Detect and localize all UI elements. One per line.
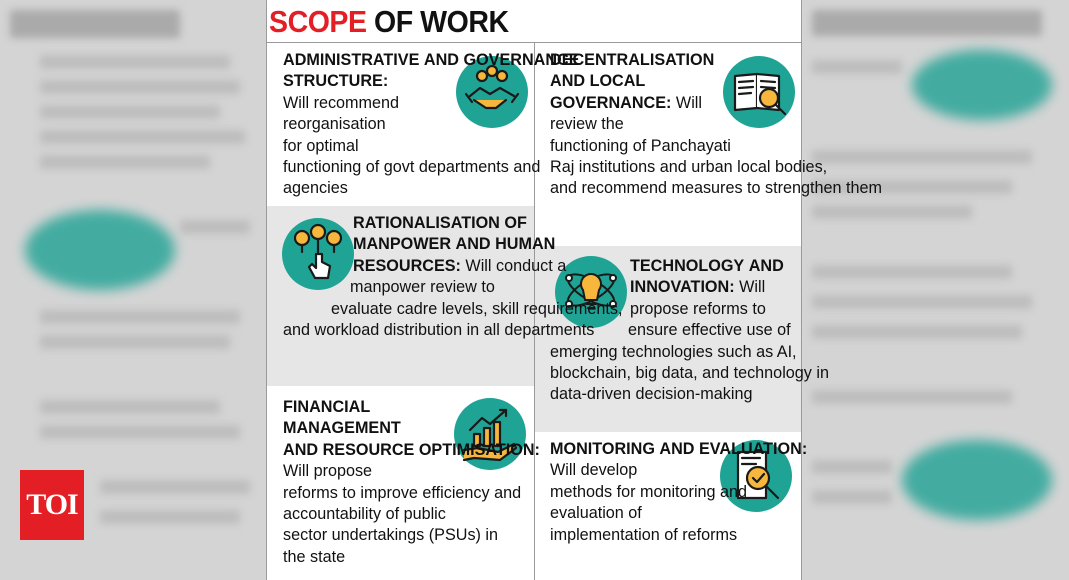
section-text-line: manpower review to (350, 278, 495, 297)
title-band (267, 0, 801, 43)
blurred-text-line (40, 400, 220, 414)
section-text-line: review the (550, 115, 624, 134)
blurred-text-line (812, 460, 892, 474)
blurred-headline (812, 10, 1042, 36)
blurred-text-line (40, 130, 245, 144)
section-text-line: reforms to improve efficiency and (283, 483, 522, 502)
section-text-line: AND RESOURCE OPTIMISATION: (283, 440, 540, 459)
book-magnifier-icon (723, 56, 795, 128)
section-text-line: for optimal (283, 136, 359, 155)
section-text-line: data-driven decision-making (550, 385, 753, 404)
section-text-line: and recommend measures to strengthen them (550, 179, 883, 198)
section-text-line: Will recommend (283, 93, 400, 112)
section-text-line: TECHNOLOGY AND (630, 257, 784, 275)
section-text-line: INNOVATION: Will (630, 278, 766, 297)
card-title (269, 4, 509, 40)
section-text-line: Raj institutions and urban local bodies, (550, 158, 828, 176)
section-text-line: GOVERNANCE: Will (550, 93, 702, 112)
section-text-line: functioning of govt departments and (283, 158, 541, 176)
section-text-line: RATIONALISATION OF (353, 214, 527, 232)
blurred-text-line (812, 325, 1022, 339)
blurred-text-line (812, 295, 1032, 309)
hand-select-people-icon (282, 218, 354, 290)
section-text-line: STRUCTURE: (283, 72, 389, 91)
section-text-line: propose reforms to (630, 299, 766, 318)
blurred-text-line (812, 205, 972, 219)
section-text-line: MANAGEMENT (283, 419, 401, 438)
background-right-panel (802, 0, 1069, 580)
section-text-line: MONITORING AND EVALUATION: (550, 440, 808, 458)
section-text-line: RESOURCES: Will conduct a (353, 256, 567, 275)
toi-logo: TOI (20, 470, 84, 540)
section-text-line: AND LOCAL (550, 72, 646, 91)
blurred-text-line (40, 425, 240, 439)
section-text-line: evaluation of (550, 504, 642, 523)
section-text-line: and workload distribution in all departments (283, 321, 595, 339)
section-text-line: Will develop (550, 461, 638, 480)
section-text-line: ADMINISTRATIVE AND GOVERNANCE (283, 51, 580, 69)
section-text-line: blockchain, big data, and technology in (550, 364, 829, 382)
section-text-line: MANPOWER AND HUMAN (353, 235, 556, 254)
blurred-text-line (812, 150, 1032, 164)
section-text-line: agencies (283, 179, 348, 198)
section-text-line: ensure effective use of (628, 321, 791, 340)
section-text-line: FINANCIAL (283, 398, 371, 416)
blurred-icon (902, 440, 1052, 520)
section-text-line: Will propose (283, 462, 373, 481)
blurred-text-line (812, 490, 892, 504)
blurred-icon (912, 50, 1052, 120)
section-text-line: DECENTRALISATION (550, 51, 715, 69)
blurred-text-line (812, 390, 1012, 404)
title-rest: OF WORK (374, 4, 509, 39)
section-text-line: sector undertakings (PSUs) in (283, 526, 499, 545)
section-text-line: methods for monitoring and (550, 482, 748, 501)
section-text-line: emerging technologies such as AI, (550, 342, 797, 361)
blurred-text-line (40, 335, 230, 349)
blurred-text-line (40, 80, 240, 94)
section-text-line: accountability of public (283, 505, 446, 523)
section-text-line: the state (283, 547, 346, 566)
blurred-headline (10, 10, 180, 38)
section-text-line: functioning of Panchayati (550, 136, 731, 155)
blurred-text-line (180, 220, 250, 234)
section-text-line: evaluate cadre levels, skill requirements, (331, 299, 623, 318)
section-text-line: implementation of reforms (550, 525, 738, 544)
blurred-text-line (100, 510, 240, 524)
title-highlight: SCOPE (269, 4, 367, 39)
blurred-text-line (100, 480, 250, 494)
blurred-icon (25, 210, 175, 290)
blurred-text-line (812, 60, 902, 74)
section-text-line: reorganisation (283, 115, 386, 134)
blurred-text-line (40, 55, 230, 69)
blurred-text-line (40, 155, 210, 169)
blurred-text-line (40, 310, 240, 324)
blurred-text-line (812, 265, 1012, 279)
blurred-text-line (40, 105, 220, 119)
